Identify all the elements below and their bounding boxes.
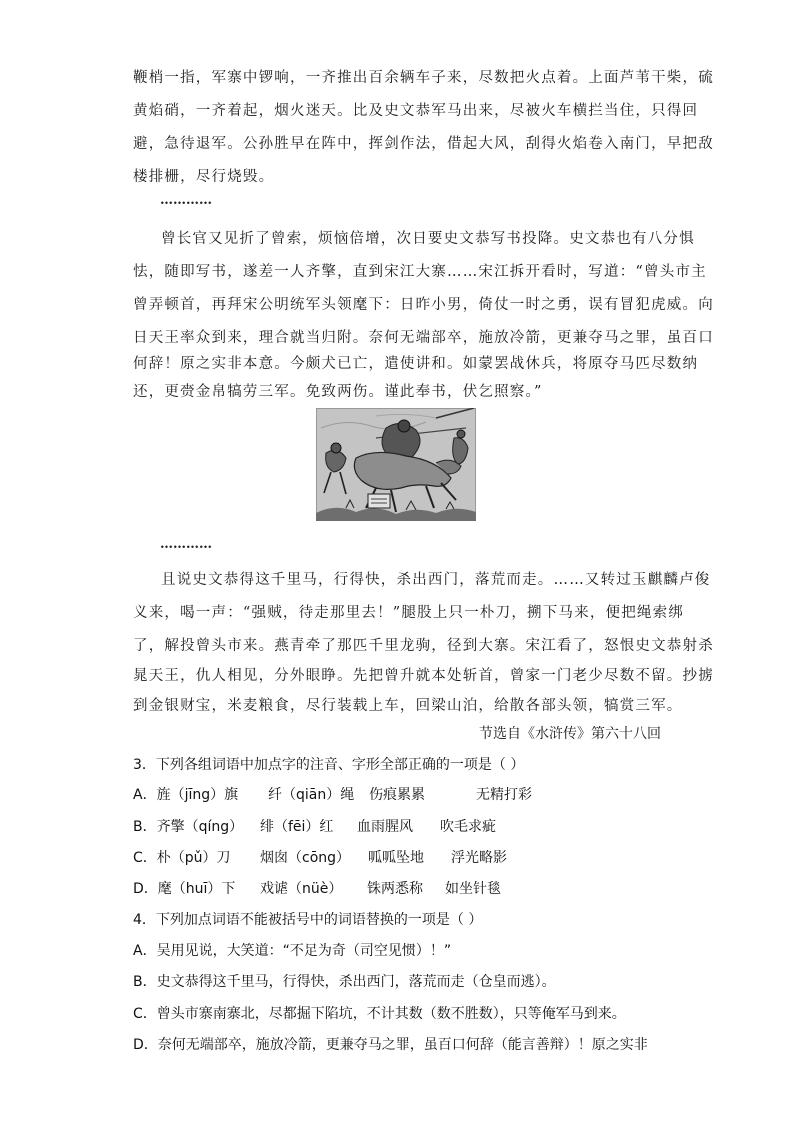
passage-line: 到金银财宝，米麦粮食，尽行装载上车，回梁山泊，给散各部头领，犒赏三军。 (133, 698, 683, 714)
option-part: 戏谑（nüè） (260, 881, 343, 897)
option-part: A．旌（jīng）旗 (133, 787, 239, 803)
option-part: 绯（fēi）红 (260, 819, 334, 835)
passage-line: 避，急待退军。公孙胜早在阵中，挥剑作法，借起大风，刮得火焰卷入南门，早把敌 (133, 136, 714, 152)
question-4-option-c[interactable]: C．曾头市寨南寨北，尽都掘下陷坑，不计其数（数不胜数），只等俺军马到来。 (133, 1006, 626, 1022)
passage-line: 怯，随即写书，遂差一人齐擎，直到宋江大寨……宋江拆开看时，写道：“曾头市主 (133, 264, 707, 280)
battle-woodcut-illustration (316, 408, 476, 521)
passage-line: 还，更赍金帛犒劳三军。免致两伤。谨此奉书，伏乞照察。” (133, 384, 543, 400)
passage-line: 曾弄顿首，再拜宋公明统军头领麾下：日昨小男，倚仗一时之勇，误有冒犯虎威。向 (133, 297, 714, 313)
passage-source: 节选自《水浒传》第六十八回 (479, 726, 661, 742)
passage-line: 义来，喝一声：“强贼，待走那里去！”腿股上只一朴刀，搠下马来，便把绳索绑 (133, 605, 685, 621)
passage-line: 晁天王，仇人相见，分外眼睁。先把曾升就本处斩首，曾家一门老少尽数不留。抄掳 (133, 668, 714, 684)
option-part: 浮光略影 (451, 850, 507, 866)
question-3-stem: 3．下列各组词语中加点字的注音、字形全部正确的一项是（ ） (133, 757, 525, 773)
passage-line: 了，解投曾头市来。燕青牵了那匹千里龙驹，径到大寨。宋江看了，怒恨史文恭射杀 (133, 638, 714, 654)
option-part: 呱呱坠地 (368, 850, 424, 866)
option-part: 纤（qiān）绳 (268, 787, 355, 803)
ellipsis-divider: ………… (160, 537, 212, 552)
option-part: 吹毛求疵 (440, 819, 496, 835)
option-part: 如坐针毯 (445, 881, 501, 897)
option-part: 铢两悉称 (367, 881, 423, 897)
question-3-option-d[interactable] (133, 878, 501, 898)
passage-line: 何辞！原之实非本意。今颇犬已亡，遣使讲和。如蒙罢战休兵，将原夺马匹尽数纳 (133, 356, 699, 372)
passage-line: 黄焰硝，一齐着起，烟火迷天。比及史文恭军马出来，尽被火车横拦当住，只得回 (133, 103, 699, 119)
ellipsis-divider: ………… (160, 193, 212, 208)
passage-line: 日天王率众到来，理合就当归附。奈何无端部卒，施放冷箭，更兼夺马之罪，虽百口 (133, 330, 714, 346)
question-3-option-c[interactable] (133, 847, 507, 867)
option-part: B．齐擎（qíng） (133, 819, 244, 835)
option-part: 无精打彩 (476, 787, 532, 803)
option-part: D．麾（huī）下 (133, 881, 236, 897)
question-4-option-b[interactable]: B．史文恭得这千里马，行得快，杀出西门，落荒而走（仓皇而逃）。 (133, 974, 556, 990)
passage-line: 且说史文恭得这千里马，行得快，杀出西门，落荒而走。……又转过玉麒麟卢俊 (161, 572, 711, 588)
question-4-option-d[interactable]: D．奈何无端部卒，施放冷箭，更兼夺马之罪，虽百口何辞（能言善辩）！原之实非 (133, 1037, 648, 1053)
question-4-stem: 4．下列加点词语不能被括号中的词语替换的一项是（ ） (133, 912, 483, 928)
passage-line: 曾长官又见折了曾索，烦恼倍增，次日要史文恭写书投降。史文恭也有八分惧 (161, 231, 695, 247)
option-part: 伤痕累累 (369, 787, 425, 803)
question-3-option-a[interactable] (133, 784, 532, 804)
option-part: 烟囱（cōng） (260, 850, 351, 866)
option-part: C．朴（pǔ）刀 (133, 850, 231, 866)
passage-line: 鞭梢一指，军寨中锣响，一齐推出百余辆车子来，尽数把火点着。上面芦苇干柴，硫 (133, 70, 714, 86)
question-4-option-a[interactable]: A．吴用见说，大笑道：“不足为奇（司空见惯）！” (133, 943, 452, 959)
passage-line: 楼排栅，尽行烧毁。 (133, 169, 275, 185)
option-part: 血雨腥风 (357, 819, 413, 835)
question-3-option-b[interactable] (133, 816, 496, 836)
